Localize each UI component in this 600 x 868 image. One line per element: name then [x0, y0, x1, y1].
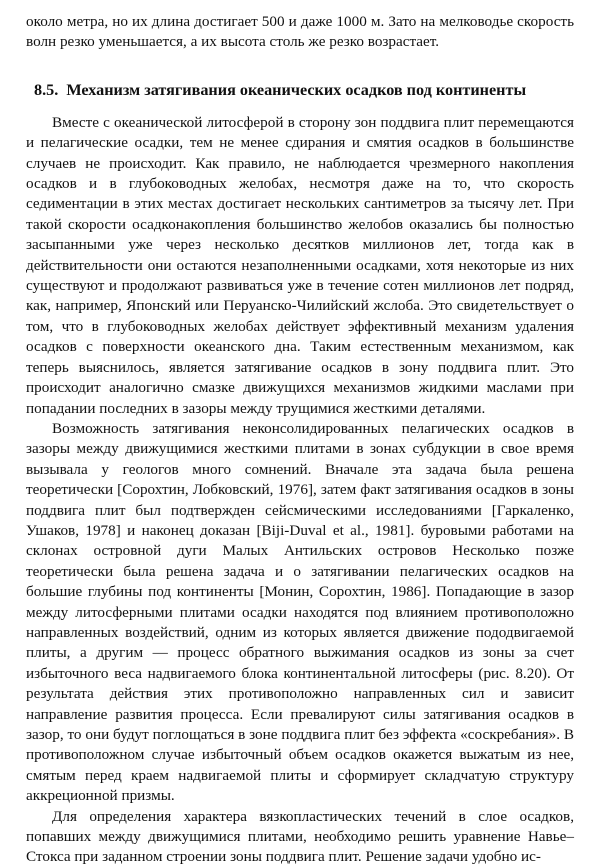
section-heading	[26, 79, 574, 101]
section-title: Механизм затягивания океанических осадков под континенты	[66, 80, 527, 99]
body-paragraph-1: Вместе с океанической литосферой в сторону зон поддвига плит перемещаются и пелагические осадки, тем не менее сдирания и смятия осадков в большинстве случаев не происходит. Как правило, не наблюдается чрезмерного накопления осадков и в глубоководных желобах, несмотря даже на то, что скорость седиментации в этих местах достигает нескольких сантиметров за тысячу лет. При такой скорости осадконакопления большинство желобов оказались бы полностью засыпанными уже через несколько десятков миллионов лет, тогда как в действительности они остаются незаполненными осадками, хотя некоторые из них существуют и продолжают развиваться уже в течение сотен миллионов лет подряд, как, например, Японский или Перуанско-Чилийский жслоба. Это свидетельствует о том, что в глубоководных желобах действует эффективный механизм удаления осадков с поверхности океанского дна. Таким естественным механизмом, как теперь выяснилось, является затягивание осадков в зону поддвига плит. Это происходит аналогично смазке движущихся механизмов жидкими маслами при попадании последних в зазоры между трущимися жесткими деталями.	[26, 113, 574, 417]
intro-paragraph: около метра, но их длина достигает 500 и даже 1000 м. Зато на мелководье скорость волн резко уменьшается, а их высота столь же резко возрастает.	[26, 13, 574, 51]
body-paragraph-2: Возможность затягивания неконсолидированных пелагических осадков в зазоры между движущимися жесткими плитами в зонах субдукции в свое время вызывала у геологов много сомнений. Вначале эта задача была решена теоретически [Сорохтин, Лобковский, 1976], затем факт затягивания осадков в зоны поддвига плит был подтвержден сейсмическими исследованиями [Гаркаленко, Ушаков, 1978] и наконец доказан [Biji-Duval et al., 1981]. буровыми работами на склонах островной дуги Малых Антильских островов Несколько позже теоретически была решена задача и о затягивании пелагических осадков на большие глубины под континенты [Монин, Сорохтин, 1986]. Попадающие в зазор между литосферными плитами осадки находятся под влиянием противоположно направленных воздействий, одним из которых является движение пододвигаемой плиты, а другим — процесс обратного выжимания осадков из зоны за счет избыточного веса надвигаемого блока континентальной литосферы (рис. 8.20). От результата действия этих противоположно направленных сил и зависит направление развития процесса. Если превалируют силы затягивания осадков в зазор, то они будут поглощаться в зоне поддвига плит без эффекта «соскребания». В противоположном случае избыточный объем осадков окажется выжатым из нее, смятым перед краем надвигаемой плиты и сформирует складчатую структуру аккреционной призмы.	[26, 419, 574, 805]
body-paragraph-3: Для определения характера вязкопластических течений в слое осадков, попавших между движущимися плитами, необходимо решить уравнение Навье–Стокса при заданном строении зоны поддвига плит. Решение задачи удобно ис-	[26, 807, 574, 866]
document-page	[26, 12, 574, 868]
section-number: 8.5.	[34, 80, 59, 99]
